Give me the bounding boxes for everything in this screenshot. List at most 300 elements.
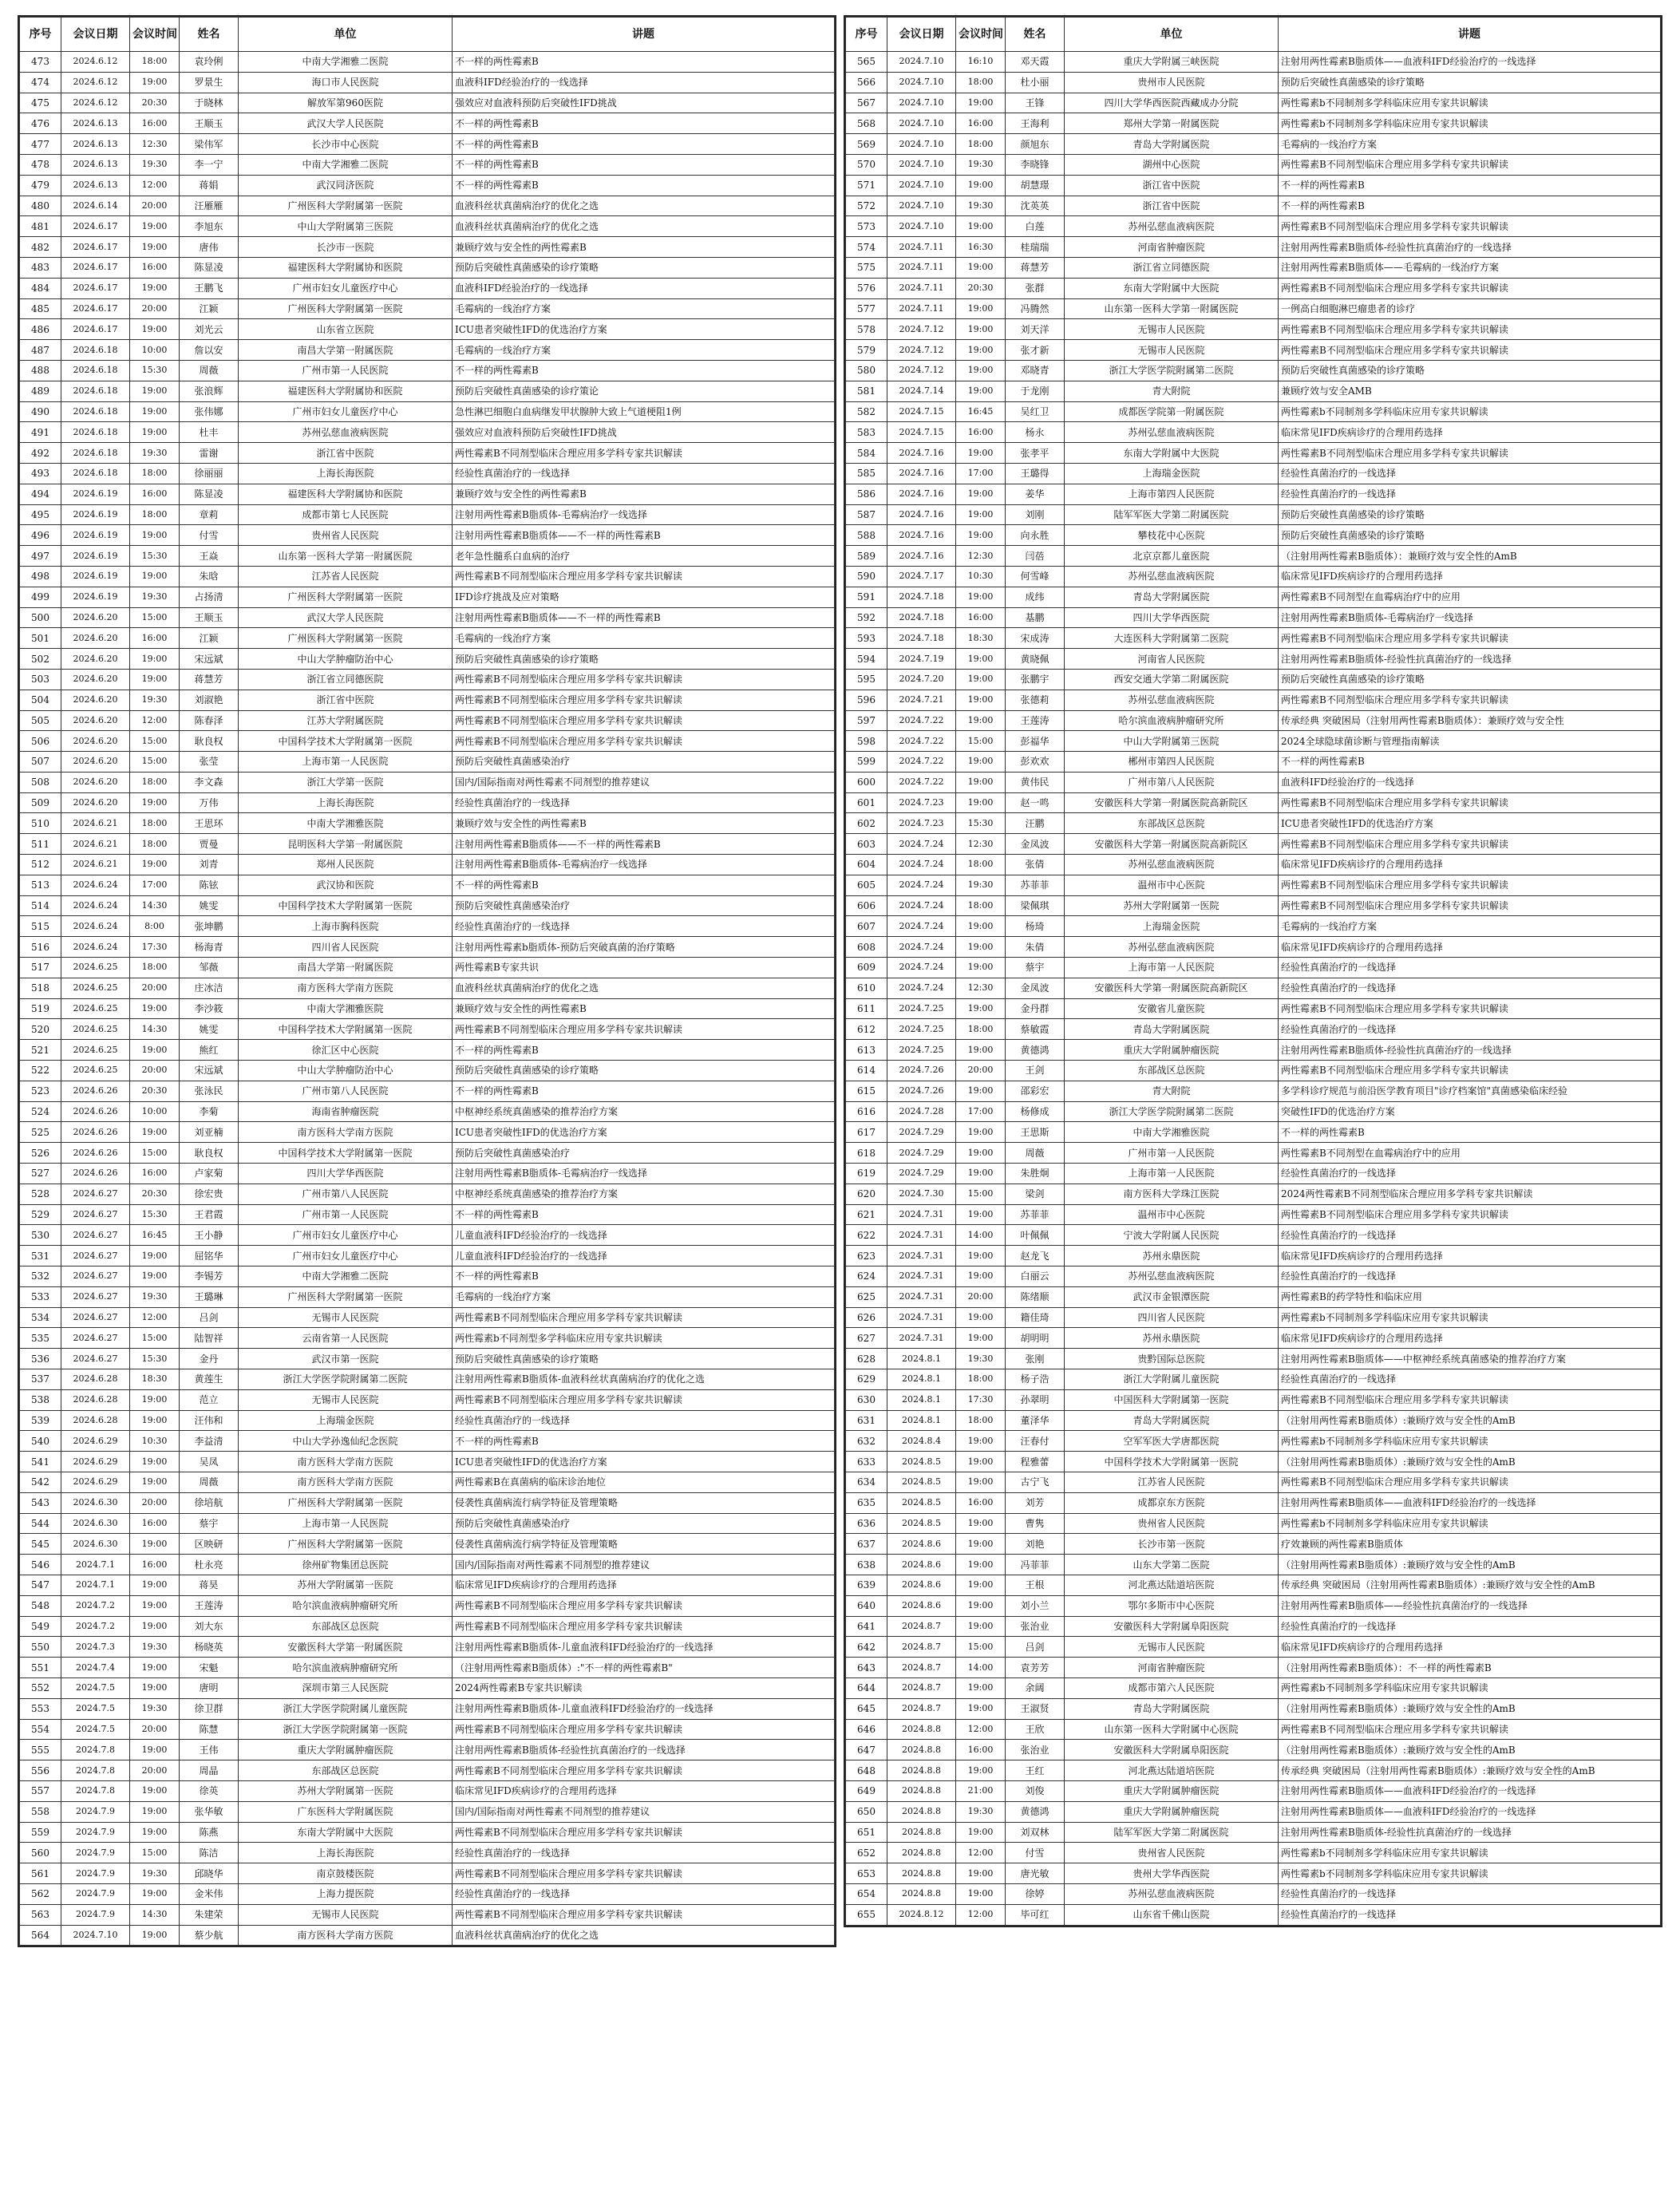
table-row: [846, 1513, 1661, 1534]
cell-time: 19:30: [956, 1801, 1006, 1822]
cell-name: 王剑: [1006, 1061, 1065, 1081]
cell-time: 18:00: [130, 834, 180, 855]
cell-index: 597: [846, 710, 887, 731]
cell-time: 19:00: [956, 998, 1006, 1019]
cell-time: 14:30: [130, 895, 180, 916]
cell-time: 19:00: [130, 401, 180, 422]
cell-time: 18:00: [130, 52, 180, 73]
cell-time: 19:00: [956, 1616, 1006, 1637]
cell-time: 19:00: [130, 1534, 180, 1555]
cell-topic: 两性霉素B不同剂型临床合理应用多学科专家共识解读: [453, 690, 835, 710]
cell-date: 2024.7.9: [61, 1801, 130, 1822]
cell-index: 483: [20, 257, 61, 278]
cell-name: 邵彩宏: [1006, 1081, 1065, 1101]
table-row: [846, 628, 1661, 649]
cell-date: 2024.7.12: [887, 319, 956, 340]
cell-topic: 注射用两性霉素B脂质体-经验性抗真菌治疗的一线选择: [1279, 649, 1661, 670]
cell-date: 2024.7.24: [887, 937, 956, 958]
cell-unit: 浙江省中医院: [239, 443, 453, 464]
cell-time: 12:30: [956, 834, 1006, 855]
cell-name: 詹以安: [180, 340, 239, 361]
cell-name: 熊红: [180, 1040, 239, 1061]
cell-topic: 注射用两性霉素B脂质体——毛霉病的一线治疗方案: [1279, 257, 1661, 278]
table-row: [20, 1637, 835, 1658]
table-row: [20, 154, 835, 175]
cell-date: 2024.7.11: [887, 278, 956, 298]
cell-name: 王焱: [180, 546, 239, 567]
table-row: [846, 93, 1661, 113]
cell-name: 刘淑艳: [180, 690, 239, 710]
table-row: [20, 1780, 835, 1801]
cell-name: 袁芳芳: [1006, 1658, 1065, 1678]
cell-date: 2024.7.16: [887, 525, 956, 546]
cell-date: 2024.6.20: [61, 710, 130, 731]
cell-name: 邓天霞: [1006, 52, 1065, 73]
cell-topic: 中枢神经系统真菌感染的推荐治疗方案: [453, 1184, 835, 1204]
table-row: [20, 1677, 835, 1698]
cell-index: 508: [20, 772, 61, 792]
cell-topic: 血液科丝状真菌病治疗的优化之选: [453, 1925, 835, 1946]
table-row: [846, 1863, 1661, 1884]
cell-name: 宋远斌: [180, 649, 239, 670]
cell-index: 528: [20, 1184, 61, 1204]
cell-index: 545: [20, 1534, 61, 1555]
cell-topic: 侵袭性真菌病流行病学特征及管理策略: [453, 1492, 835, 1513]
cell-name: 张治业: [1006, 1616, 1065, 1637]
cell-time: 19:00: [956, 587, 1006, 607]
cell-topic: 疗效兼顾的两性霉素B脂质体: [1279, 1534, 1661, 1555]
cell-date: 2024.7.1: [61, 1575, 130, 1595]
cell-topic: 注射用两性霉素B脂质体——血液科IFD经验治疗的一线选择: [1279, 1780, 1661, 1801]
cell-unit: 浙江省立同德医院: [1065, 257, 1279, 278]
table-row: [846, 792, 1661, 813]
cell-time: 20:00: [130, 196, 180, 216]
cell-index: 562: [20, 1883, 61, 1904]
cell-index: 608: [846, 937, 887, 958]
cell-date: 2024.6.17: [61, 298, 130, 319]
cell-date: 2024.6.27: [61, 1246, 130, 1266]
cell-time: 19:00: [956, 772, 1006, 792]
cell-date: 2024.6.13: [61, 113, 130, 134]
cell-topic: 经验性真菌治疗的一线选择: [1279, 463, 1661, 484]
cell-time: 19:00: [956, 1164, 1006, 1184]
cell-date: 2024.8.8: [887, 1740, 956, 1760]
cell-date: 2024.6.18: [61, 340, 130, 361]
cell-date: 2024.6.25: [61, 958, 130, 978]
cell-name: 曹隽: [1006, 1513, 1065, 1534]
cell-topic: 传承经典 突破困局（注射用两性霉素B脂质体）:兼顾疗效与安全性的AmB: [1279, 1760, 1661, 1781]
cell-index: 511: [20, 834, 61, 855]
cell-unit: 东部战区总医院: [1065, 813, 1279, 834]
cell-topic: 不一样的两性霉素B: [453, 134, 835, 155]
cell-index: 592: [846, 607, 887, 628]
cell-topic: 两性霉素B不同剂型临床合理应用多学科专家共识解读: [1279, 216, 1661, 237]
cell-name: 李益清: [180, 1431, 239, 1452]
cell-topic: 预防后突破性真菌感染的诊疗策略: [1279, 72, 1661, 93]
cell-time: 19:00: [956, 690, 1006, 710]
cell-index: 588: [846, 525, 887, 546]
cell-time: 19:00: [956, 710, 1006, 731]
cell-time: 19:00: [956, 1513, 1006, 1534]
cell-date: 2024.7.10: [887, 72, 956, 93]
cell-time: 20:30: [130, 1184, 180, 1204]
cell-name: 何雪峰: [1006, 566, 1065, 587]
cell-name: 黄晓佩: [1006, 649, 1065, 670]
cell-unit: 无锡市人民医院: [1065, 1637, 1279, 1658]
table-row: [20, 134, 835, 155]
cell-unit: 安徽医科大学附属阜阳医院: [1065, 1740, 1279, 1760]
cell-date: 2024.7.29: [887, 1143, 956, 1164]
cell-index: 512: [20, 855, 61, 875]
cell-topic: 预防后突破性真菌感染的诊疗策略: [1279, 525, 1661, 546]
cell-name: 张泳民: [180, 1081, 239, 1101]
cell-date: 2024.7.31: [887, 1204, 956, 1225]
cell-topic: 两性霉素B不同剂型临床合理应用多学科专家共识解读: [453, 1719, 835, 1740]
cell-name: 张华敏: [180, 1801, 239, 1822]
cell-topic: ICU患者突破性IFD的优选治疗方案: [453, 319, 835, 340]
cell-topic: 预防后突破性真菌感染治疗: [453, 895, 835, 916]
cell-date: 2024.7.11: [887, 298, 956, 319]
cell-topic: 注射用两性霉素B脂质体——不一样的两性霉素B: [453, 607, 835, 628]
cell-date: 2024.8.8: [887, 1822, 956, 1843]
cell-time: 19:00: [130, 216, 180, 237]
cell-unit: 安徽医科大学附属阜阳医院: [1065, 1616, 1279, 1637]
cell-time: 19:00: [130, 1266, 180, 1287]
cell-unit: 福建医科大学附属协和医院: [239, 381, 453, 401]
table-row: [846, 1143, 1661, 1164]
cell-unit: 重庆大学附属肿瘤医院: [1065, 1801, 1279, 1822]
cell-topic: 兼顾疗效与安全性的两性霉素B: [453, 484, 835, 504]
cell-time: 19:00: [130, 1389, 180, 1410]
cell-topic: 预防后突破性真菌感染的诊疗策略: [453, 1061, 835, 1081]
cell-date: 2024.8.6: [887, 1534, 956, 1555]
cell-index: 544: [20, 1513, 61, 1534]
cell-index: 534: [20, 1307, 61, 1328]
cell-time: 19:00: [956, 1575, 1006, 1595]
cell-name: 王锋: [1006, 93, 1065, 113]
cell-name: 张浪辉: [180, 381, 239, 401]
table-row: [20, 690, 835, 710]
cell-unit: 中山大学附属第三医院: [1065, 731, 1279, 752]
cell-name: 冯菲菲: [1006, 1555, 1065, 1575]
cell-topic: 兼顾疗效与安全AMB: [1279, 381, 1661, 401]
cell-name: 陈慧: [180, 1719, 239, 1740]
cell-topic: 儿童血液科IFD经验治疗的一线选择: [453, 1225, 835, 1246]
cell-unit: 南方医科大学珠江医院: [1065, 1184, 1279, 1204]
cell-unit: 中山大学附属第三医院: [239, 216, 453, 237]
cell-unit: 东部战区总医院: [239, 1616, 453, 1637]
cell-unit: 湖州中心医院: [1065, 154, 1279, 175]
cell-name: 刘光云: [180, 319, 239, 340]
cell-topic: 注射用两性霉素B脂质体——不一样的两性霉素B: [453, 834, 835, 855]
cell-unit: 苏州永鼎医院: [1065, 1328, 1279, 1349]
table-row: [846, 937, 1661, 958]
cell-index: 632: [846, 1431, 887, 1452]
cell-unit: 温州市中心医院: [1065, 1204, 1279, 1225]
cell-unit: 广州医科大学附属第一医院: [239, 628, 453, 649]
cell-time: 19:00: [956, 1122, 1006, 1143]
cell-unit: 上海长海医院: [239, 1843, 453, 1863]
table-row: [20, 1122, 835, 1143]
cell-time: 15:30: [956, 813, 1006, 834]
header-time: 会议时间: [130, 18, 180, 52]
cell-topic: （注射用两性霉素B脂质体）:兼顾疗效与安全性的AmB: [1279, 1740, 1661, 1760]
cell-topic: 临床常见IFD疾病诊疗的合理用药选择: [1279, 1328, 1661, 1349]
cell-date: 2024.6.17: [61, 278, 130, 298]
table-row: [20, 1061, 835, 1081]
cell-date: 2024.7.10: [887, 175, 956, 196]
cell-date: 2024.6.20: [61, 752, 130, 773]
cell-time: 19:00: [130, 1822, 180, 1843]
cell-date: 2024.6.24: [61, 895, 130, 916]
cell-topic: 注射用两性霉素B脂质体-经验性抗真菌治疗的一线选择: [453, 1740, 835, 1760]
cell-date: 2024.7.10: [887, 113, 956, 134]
cell-date: 2024.7.25: [887, 998, 956, 1019]
table-row: [846, 958, 1661, 978]
cell-topic: 注射用两性霉素B脂质体——中枢神经系统真菌感染的推荐治疗方案: [1279, 1349, 1661, 1369]
cell-time: 18:00: [130, 813, 180, 834]
cell-name: 李文森: [180, 772, 239, 792]
cell-name: 汪鹏: [1006, 813, 1065, 834]
cell-time: 19:00: [956, 1534, 1006, 1555]
cell-date: 2024.6.27: [61, 1204, 130, 1225]
cell-unit: 上海市第一人民医院: [239, 1513, 453, 1534]
cell-topic: 强效应对血液科预防后突破性IFD挑战: [453, 422, 835, 443]
cell-topic: 注射用两性霉素B脂质体-经验性抗真菌治疗的一线选择: [1279, 237, 1661, 258]
cell-date: 2024.6.13: [61, 175, 130, 196]
cell-time: 20:00: [130, 298, 180, 319]
cell-time: 19:30: [130, 154, 180, 175]
table-row: [846, 1061, 1661, 1081]
cell-index: 617: [846, 1122, 887, 1143]
cell-index: 496: [20, 525, 61, 546]
cell-name: 毕可红: [1006, 1904, 1065, 1925]
cell-unit: 山东第一医科大学附属中心医院: [1065, 1719, 1279, 1740]
cell-time: 16:10: [956, 52, 1006, 73]
cell-date: 2024.8.6: [887, 1575, 956, 1595]
cell-time: 19:00: [956, 525, 1006, 546]
cell-unit: 广州医科大学附属第一医院: [239, 1286, 453, 1307]
cell-date: 2024.6.17: [61, 257, 130, 278]
cell-date: 2024.6.27: [61, 1286, 130, 1307]
cell-name: 张群: [1006, 278, 1065, 298]
cell-date: 2024.7.22: [887, 710, 956, 731]
table-row: [20, 1204, 835, 1225]
cell-index: 635: [846, 1492, 887, 1513]
cell-index: 625: [846, 1286, 887, 1307]
table-row: [20, 422, 835, 443]
cell-date: 2024.7.22: [887, 731, 956, 752]
table-row: [846, 1616, 1661, 1637]
cell-name: 董泽华: [1006, 1410, 1065, 1431]
cell-time: 18:00: [130, 958, 180, 978]
table-row: [20, 1698, 835, 1719]
cell-index: 614: [846, 1061, 887, 1081]
cell-index: 628: [846, 1349, 887, 1369]
cell-name: 沈英英: [1006, 196, 1065, 216]
cell-unit: 苏州大学附属第一医院: [239, 1575, 453, 1595]
cell-topic: 经验性真菌治疗的一线选择: [1279, 978, 1661, 998]
cell-name: 徐婷: [1006, 1883, 1065, 1904]
cell-unit: 青大附院: [1065, 1081, 1279, 1101]
header-date: 会议日期: [61, 18, 130, 52]
cell-topic: 两性霉素b不同制剂多学科临床应用专家共识解读: [1279, 113, 1661, 134]
cell-date: 2024.7.25: [887, 1019, 956, 1040]
cell-time: 19:00: [956, 669, 1006, 690]
cell-unit: 贵州市人民医院: [1065, 72, 1279, 93]
cell-topic: 不一样的两性霉素B: [453, 1204, 835, 1225]
cell-topic: 预防后突破性真菌感染的诊疗策略: [453, 649, 835, 670]
cell-date: 2024.7.12: [887, 360, 956, 381]
cell-name: 陈铉: [180, 875, 239, 895]
cell-name: 刘大东: [180, 1616, 239, 1637]
cell-name: 王莲涛: [1006, 710, 1065, 731]
cell-index: 577: [846, 298, 887, 319]
cell-index: 531: [20, 1246, 61, 1266]
cell-index: 499: [20, 587, 61, 607]
cell-date: 2024.7.26: [887, 1061, 956, 1081]
cell-date: 2024.7.24: [887, 834, 956, 855]
cell-unit: 成都市第六人民医院: [1065, 1677, 1279, 1698]
cell-name: 陈洁: [180, 1843, 239, 1863]
cell-time: 19:00: [956, 1760, 1006, 1781]
cell-name: 刘青: [180, 855, 239, 875]
cell-topic: ICU患者突破性IFD的优选治疗方案: [453, 1122, 835, 1143]
cell-date: 2024.8.7: [887, 1658, 956, 1678]
cell-time: 18:00: [130, 463, 180, 484]
cell-unit: 长沙市中心医院: [239, 134, 453, 155]
cell-time: 19:00: [956, 175, 1006, 196]
cell-time: 19:00: [130, 1740, 180, 1760]
cell-unit: 广州医科大学附属第一医院: [239, 298, 453, 319]
cell-date: 2024.6.18: [61, 443, 130, 464]
cell-unit: 浙江省中医院: [239, 690, 453, 710]
cell-date: 2024.6.25: [61, 1040, 130, 1061]
cell-name: 唐伟: [180, 237, 239, 258]
cell-unit: 昆明医科大学第一附属医院: [239, 834, 453, 855]
cell-time: 19:00: [956, 1266, 1006, 1287]
cell-name: 梁剑: [1006, 1184, 1065, 1204]
cell-topic: 经验性真菌治疗的一线选择: [1279, 1883, 1661, 1904]
cell-topic: 两性霉素B不同剂型临床合理应用多学科专家共识解读: [1279, 1061, 1661, 1081]
cell-index: 539: [20, 1410, 61, 1431]
cell-name: 余阔: [1006, 1677, 1065, 1698]
cell-index: 532: [20, 1266, 61, 1287]
cell-time: 19:00: [130, 1246, 180, 1266]
cell-index: 485: [20, 298, 61, 319]
cell-unit: 无锡市人民医院: [239, 1307, 453, 1328]
cell-unit: 武汉大学人民医院: [239, 113, 453, 134]
cell-time: 19:30: [130, 443, 180, 464]
cell-unit: 成都市第七人民医院: [239, 504, 453, 525]
table-row: [846, 175, 1661, 196]
table-row: [846, 710, 1661, 731]
cell-time: 16:00: [956, 1492, 1006, 1513]
cell-unit: 广州市妇女儿童医疗中心: [239, 278, 453, 298]
cell-index: 636: [846, 1513, 887, 1534]
cell-time: 19:00: [956, 937, 1006, 958]
table-row: [846, 504, 1661, 525]
cell-unit: 浙江省立同德医院: [239, 669, 453, 690]
cell-name: 王璐得: [1006, 463, 1065, 484]
cell-index: 591: [846, 587, 887, 607]
cell-topic: 兼顾疗效与安全性的两性霉素B: [453, 237, 835, 258]
cell-date: 2024.7.31: [887, 1286, 956, 1307]
cell-time: 19:00: [956, 1246, 1006, 1266]
cell-date: 2024.6.28: [61, 1369, 130, 1390]
cell-index: 579: [846, 340, 887, 361]
cell-name: 江颖: [180, 628, 239, 649]
table-row: [20, 669, 835, 690]
cell-time: 16:00: [956, 1740, 1006, 1760]
cell-index: 504: [20, 690, 61, 710]
cell-time: 16:00: [130, 1513, 180, 1534]
cell-time: 12:30: [956, 978, 1006, 998]
cell-name: 彭欢欢: [1006, 752, 1065, 773]
cell-name: 刘天洋: [1006, 319, 1065, 340]
table-row: [846, 422, 1661, 443]
cell-index: 640: [846, 1595, 887, 1616]
cell-index: 492: [20, 443, 61, 464]
table-row: [20, 360, 835, 381]
cell-index: 551: [20, 1658, 61, 1678]
cell-date: 2024.7.10: [887, 52, 956, 73]
table-row: [20, 937, 835, 958]
cell-time: 19:30: [130, 1286, 180, 1307]
cell-unit: 东南大学附属中大医院: [1065, 278, 1279, 298]
table-row: [20, 1143, 835, 1164]
table-row: [20, 1801, 835, 1822]
table-row: [846, 1780, 1661, 1801]
cell-name: 唐明: [180, 1677, 239, 1698]
cell-index: 474: [20, 72, 61, 93]
cell-unit: 解放军第960医院: [239, 93, 453, 113]
cell-name: 蒋昊: [180, 1575, 239, 1595]
cell-topic: 预防后突破性真菌感染的诊疗策略: [1279, 360, 1661, 381]
cell-unit: 无锡市人民医院: [239, 1904, 453, 1925]
cell-index: 550: [20, 1637, 61, 1658]
cell-name: 黄伟民: [1006, 772, 1065, 792]
cell-topic: 两性霉素B不同剂型临床合理应用多学科专家共识解读: [1279, 792, 1661, 813]
table-row: [20, 1616, 835, 1637]
cell-date: 2024.6.25: [61, 998, 130, 1019]
cell-name: 姚雯: [180, 895, 239, 916]
cell-index: 479: [20, 175, 61, 196]
cell-time: 19:00: [956, 1081, 1006, 1101]
cell-date: 2024.6.18: [61, 463, 130, 484]
table-row: [846, 875, 1661, 895]
cell-name: 李一宁: [180, 154, 239, 175]
cell-topic: 不一样的两性霉素B: [1279, 1122, 1661, 1143]
cell-index: 559: [20, 1822, 61, 1843]
cell-name: 姚雯: [180, 1019, 239, 1040]
cell-name: 王思斯: [1006, 1122, 1065, 1143]
cell-topic: 不一样的两性霉素B: [453, 154, 835, 175]
cell-time: 19:00: [130, 1780, 180, 1801]
cell-unit: 重庆大学附属肿瘤医院: [1065, 1040, 1279, 1061]
cell-name: 胡慧璟: [1006, 175, 1065, 196]
cell-unit: 浙江大学医学院附属第二医院: [239, 1369, 453, 1390]
cell-topic: 注射用两性霉素B脂质体-毛霉病治疗一线选择: [453, 1164, 835, 1184]
cell-unit: 中国医科大学附属第一医院: [1065, 1389, 1279, 1410]
cell-name: 基鹏: [1006, 607, 1065, 628]
cell-name: 陈显凌: [180, 484, 239, 504]
table-row: [20, 1389, 835, 1410]
cell-name: 苏菲菲: [1006, 875, 1065, 895]
cell-time: 10:00: [130, 1101, 180, 1122]
header-name: 姓名: [1006, 18, 1065, 52]
cell-time: 15:00: [130, 752, 180, 773]
